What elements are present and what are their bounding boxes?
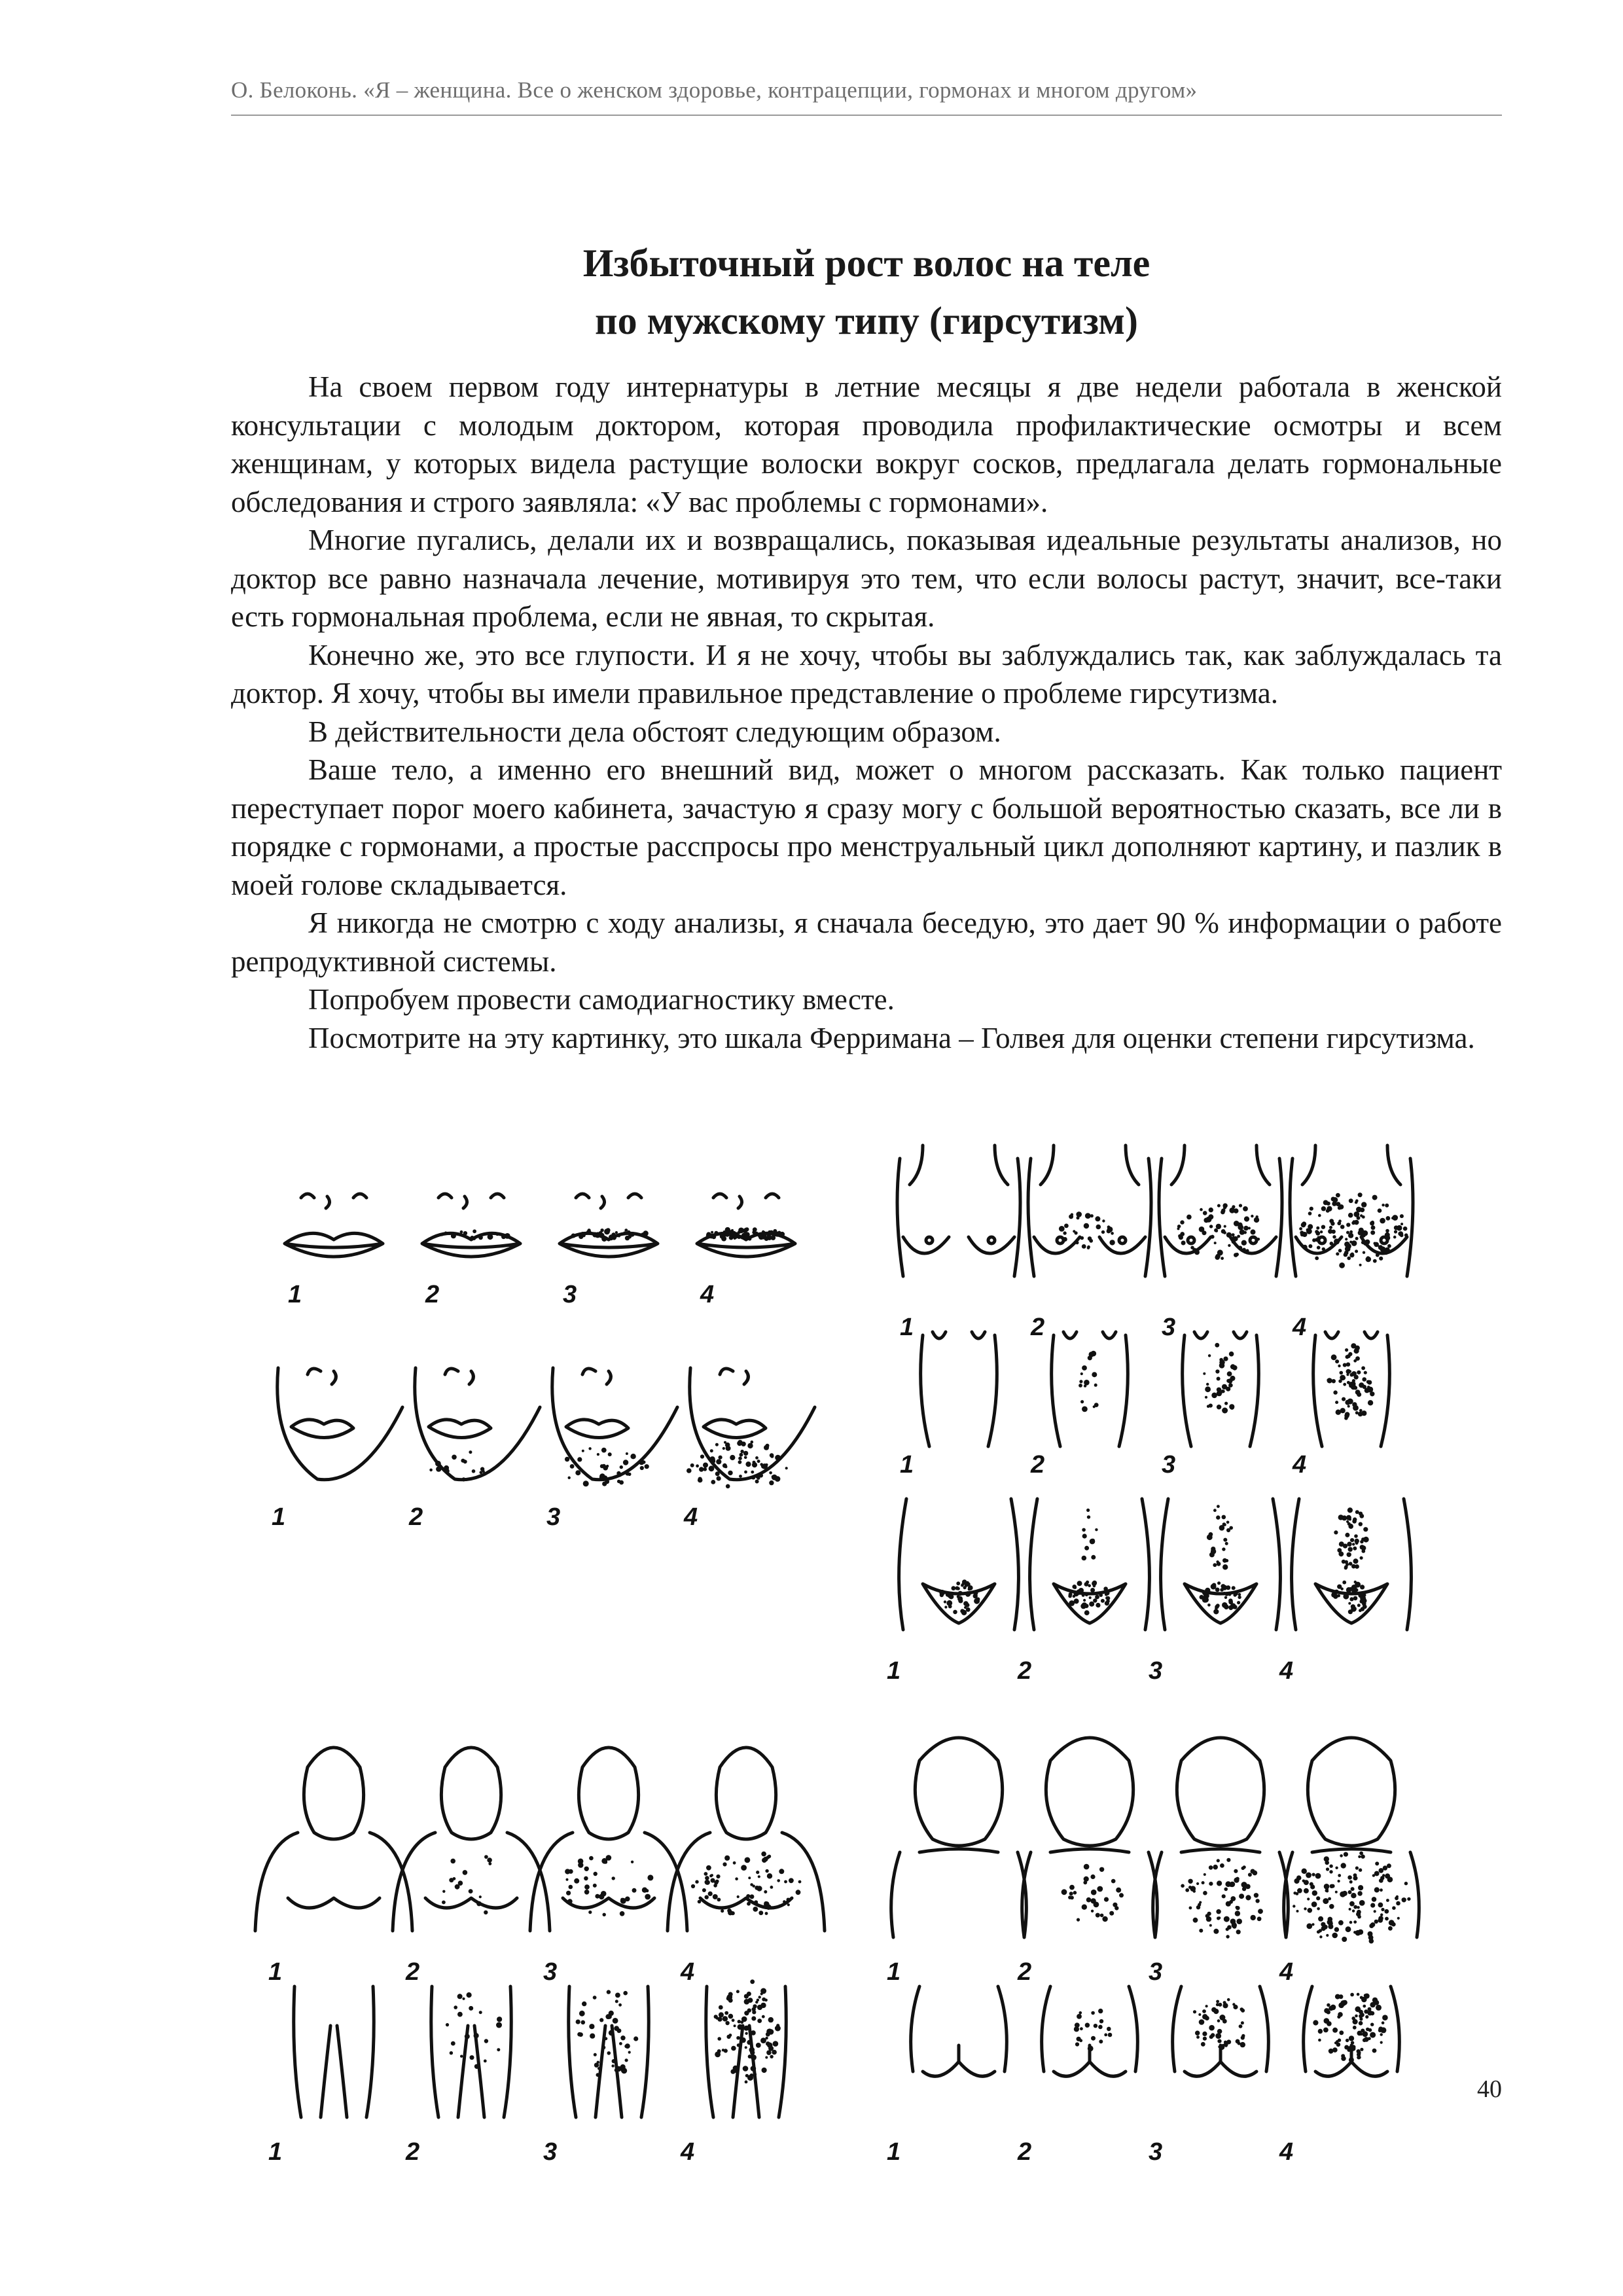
nose-mark: [301, 1194, 366, 1208]
grade-label-2: 2: [1018, 2138, 1032, 2166]
grade-label-2: 2: [1018, 1958, 1032, 1986]
grade-label-1: 1: [288, 1281, 302, 1308]
back-head-outline: [915, 1738, 1002, 1846]
pelvis-outline: [899, 1499, 1019, 1630]
chapter-title-line-2: по мужскому типу (гирсутизм): [595, 299, 1138, 342]
paragraph-1: На своем первом году интернатуры в летние месяцы я две недели работала в женской консультации с молодым доктором, которая проводила профилактические осмотры и всем женщинам, у которых видела растущие волоски вокруг сосков, предлагала делать гормональные обследования и строго заявляла: «У вас проблемы с гормонами».: [231, 370, 1502, 518]
grade-label-2: 2: [1031, 1451, 1045, 1479]
breast-outline: [903, 1237, 1014, 1253]
paragraph-4: В действительности дела обстоят следующим образом.: [308, 715, 1001, 748]
head-outline: [716, 1748, 776, 1839]
abdomen-outline: [1313, 1332, 1390, 1446]
nose-mark: [438, 1194, 504, 1208]
nose-mark: [576, 1194, 641, 1208]
head-outline: [304, 1748, 363, 1839]
chapter-title: [231, 234, 1502, 350]
grade-label-1: 1: [900, 1451, 914, 1479]
grade-label-3: 3: [1149, 1657, 1163, 1685]
grade-label-1: 1: [887, 2138, 901, 2166]
paragraph-2: Многие пугались, делали их и возвращались, показывая идеальные результаты анализов, но доктор все равно назначала лечение, мотивируя это тем, что если волосы растут, значит, все-таки есть гормональная проблема, если не явная, то скрытая.: [231, 524, 1502, 633]
grade-label-4: 4: [1279, 2138, 1294, 2166]
grade-label-4: 4: [1279, 1958, 1294, 1986]
chapter-title-line-1: Избыточный рост волос на теле: [582, 242, 1150, 285]
running-head: О. Белоконь. «Я – женщина. Все о женском здоровье, контрацепции, гормонах и многом другом»: [231, 77, 1198, 103]
grade-label-4: 4: [1293, 1314, 1307, 1341]
grade-label-1: 1: [272, 1503, 286, 1531]
back-head-outline: [1046, 1738, 1133, 1846]
grade-label-3: 3: [1149, 1958, 1163, 1986]
chest-hair: [1059, 1211, 1115, 1249]
head-outline: [441, 1748, 501, 1839]
header-rule: [231, 115, 1502, 116]
abdomen-hair: [1203, 1343, 1237, 1414]
thigh-hair: [576, 1990, 639, 2077]
midline-hair: [1334, 1507, 1368, 1570]
grade-label-3: 3: [543, 2138, 558, 2166]
upper-body-outline: [530, 1833, 687, 1931]
abdomen-hair: [1079, 1351, 1099, 1412]
back-hair: [1293, 1852, 1411, 1944]
chin-lips: [704, 1420, 766, 1438]
grade-label-1: 1: [268, 1958, 283, 1986]
pubic-hair: [1331, 1581, 1367, 1615]
grade-label-2: 2: [425, 1281, 440, 1308]
nose-mark: [713, 1194, 779, 1208]
lower-back-outline: [911, 1986, 1007, 2076]
grade-label-4: 4: [700, 1281, 715, 1308]
midline-hair: [1082, 1509, 1098, 1561]
grade-label-2: 2: [1031, 1314, 1045, 1341]
thigh-hair: [714, 1979, 781, 2083]
grade-label-2: 2: [406, 2138, 420, 2166]
grade-label-4: 4: [681, 2138, 695, 2166]
lower-back-outline: [1042, 1986, 1138, 2076]
midline-hair: [1207, 1505, 1233, 1570]
upper-body-outline: [255, 1833, 412, 1931]
grade-label-1: 1: [900, 1314, 914, 1341]
ferriman-gallwey-illustration: [268, 1145, 1518, 2166]
paragraph-7: Попробуем провести самодиагностику вместе.: [308, 983, 895, 1016]
grade-label-1: 1: [887, 1657, 901, 1685]
head-outline: [579, 1748, 638, 1839]
grade-label-4: 4: [681, 1958, 695, 1986]
abdomen-outline: [921, 1332, 997, 1446]
grade-label-4: 4: [1279, 1657, 1294, 1685]
back-hair: [1181, 1858, 1263, 1939]
back-hair: [1061, 1864, 1124, 1922]
chin-lips: [566, 1420, 628, 1438]
paragraph-8: Посмотрите на эту картинку, это шкала Ферримана – Голвея для оценки степени гирсутизма.: [308, 1021, 1475, 1054]
back-outline: [1022, 1849, 1158, 1937]
back-head-outline: [1177, 1738, 1264, 1846]
grade-label-3: 3: [546, 1503, 561, 1531]
chin-lips: [429, 1420, 491, 1438]
upper-body-outline: [393, 1833, 550, 1931]
page-number: 40: [1477, 2075, 1502, 2103]
grade-label-3: 3: [1149, 2138, 1163, 2166]
nipples: [926, 1237, 995, 1244]
back-outline: [891, 1849, 1027, 1937]
torso-outline: [1159, 1145, 1282, 1276]
chin-lips: [291, 1420, 353, 1438]
grade-label-2: 2: [409, 1503, 423, 1531]
thighs-outline: [294, 1986, 374, 2117]
grade-label-4: 4: [684, 1503, 698, 1531]
chest-hair: [1297, 1193, 1408, 1268]
lips-outline: [285, 1233, 383, 1257]
sacral-hair: [1074, 2009, 1112, 2051]
grade-label-3: 3: [1162, 1451, 1176, 1479]
sacral-hair: [1193, 1998, 1245, 2050]
abdomen-outline: [1052, 1332, 1128, 1446]
pubic-hair: [1200, 1581, 1241, 1614]
paragraph-6: Я никогда не смотрю с ходу анализы, я сначала беседую, это дает 90 % информации о работе репродуктивной системы.: [231, 906, 1502, 978]
torso-outline: [1028, 1145, 1151, 1276]
grade-label-2: 2: [406, 1958, 420, 1986]
grade-label-3: 3: [1162, 1314, 1176, 1341]
back-head-outline: [1308, 1738, 1395, 1846]
paragraph-3: Конечно же, это все глупости. И я не хочу, чтобы вы заблуждались так, как заблуждалась та доктор. Я хочу, чтобы вы имели правильное представление о проблеме гирсутизма.: [231, 638, 1502, 709]
grade-label-1: 1: [268, 2138, 283, 2166]
grade-label-3: 3: [543, 1958, 558, 1986]
paragraph-5: Ваше тело, а именно его внешний вид, может о многом рассказать. Как только пациент переступает порог моего кабинета, зачастую я сразу могу с большой вероятностью сказать, все ли в порядке с гормонами, а простые расспросы про менструальный цикл дополняют картину, и пазлик в моей голове складывается.: [231, 753, 1502, 901]
torso-outline: [897, 1145, 1020, 1276]
grade-label-2: 2: [1018, 1657, 1032, 1685]
grade-label-3: 3: [563, 1281, 577, 1308]
grade-label-4: 4: [1293, 1451, 1307, 1479]
grade-label-1: 1: [887, 1958, 901, 1986]
body-text: [231, 368, 1502, 1057]
ferriman-gallwey-drawing: [268, 1145, 1518, 2166]
abdomen-hair: [1327, 1343, 1374, 1420]
back-outline: [1153, 1849, 1289, 1937]
